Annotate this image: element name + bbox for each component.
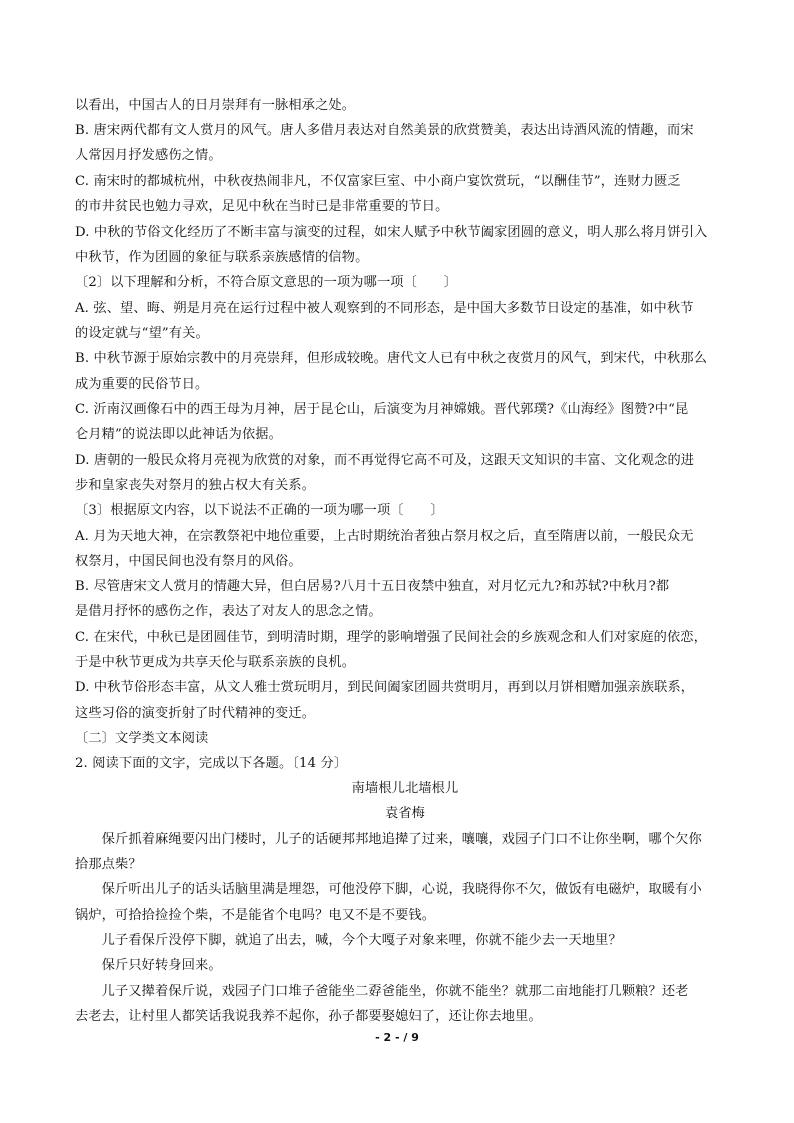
- option-b: B. 尽管唐宋文人赏月的情趣大异，但白居易?八月十五日夜禁中独直，对月忆元九?和苏轼?中秋月?都: [75, 579, 670, 594]
- text-line: 中秋节，作为团圆的象征与联系亲族感情的信物。: [75, 250, 369, 265]
- text-line: 步和皇家丧失对祭月的独占权大有关系。: [75, 478, 316, 493]
- section-heading: 〔二〕文学类文本阅读: [75, 731, 209, 746]
- option-b: B. 中秋节源于原始宗教中的月亮崇拜，但形成较晚。唐代文人已有中秋之夜赏月的风气，到宋代，中秋那么: [75, 351, 708, 366]
- story-paragraph: 保斤只好转身回来。: [75, 958, 222, 973]
- question-3-stem: 〔3〕根据原文内容，以下说法不正确的一项为哪一项〔 〕: [75, 503, 444, 518]
- text-line: 成为重要的民俗节日。: [75, 377, 209, 392]
- option-a: A. 月为天地大神，在宗教祭祀中地位重要，上古时期统治者独占祭月权之后，直至隋唐以前，一般民众无: [75, 529, 694, 544]
- story-paragraph: 保斤抓着麻绳要闪出门楼时，儿子的话硬邦邦地追撵了过来，嚷嚷，戏园子门口不让你坐啊，哪个欠你: [75, 832, 702, 847]
- text-line: 这些习俗的演变折射了时代精神的变迁。: [75, 706, 316, 721]
- story-title: 南墙根儿北墙根儿: [351, 781, 459, 796]
- story-paragraph: 保斤听出儿子的话头话脑里满是埋怨，可他没停下脚，心说，我晓得你不欠，做饭有电磁炉，取暖有小: [75, 882, 702, 897]
- option-d: D. 唐朝的一般民众将月亮视为欣赏的对象，而不再觉得它高不可及，这跟天文知识的丰富、文化观念的进: [75, 453, 695, 468]
- story-author: 袁省梅: [384, 806, 425, 821]
- option-d: D. 中秋节俗形态丰富，从文人雅士赏玩明月，到民间阖家团圆共赏明月，再到以月饼相赠加强亲族联系，: [75, 680, 695, 695]
- option-c: C. 沂南汉画像石中的西王母为月神，居于昆仑山，后演变为月神嫦娥。晋代郭璞?《山海经》图赞?中“昆: [75, 402, 689, 417]
- text-line: 拾那点柴？: [75, 857, 142, 872]
- text-line: 是借月抒怀的感伤之作，表达了对友人的思念之情。: [75, 604, 382, 619]
- text-line: 的市井贫民也勉力寻欢，足见中秋在当时已是非常重要的节日。: [75, 199, 449, 214]
- text-line: 于是中秋节更成为共享天伦与联系亲族的良机。: [75, 655, 356, 670]
- question-heading: 2. 阅读下面的文字，完成以下各题。〔14 分〕: [75, 756, 348, 771]
- text-line: 仑月精”的说法即以此神话为依据。: [75, 427, 282, 442]
- text-line: B. 唐宋两代都有文人赏月的风气。唐人多借月表达对自然美景的欣赏赞美，表达出诗酒风流的情趣，而宋: [75, 123, 694, 138]
- page-number: - 2 - / 9: [375, 1031, 419, 1044]
- text-line: 权祭月，中国民间也没有祭月的风俗。: [75, 554, 302, 569]
- text-line: D. 中秋的节俗文化经历了不断丰富与演变的过程，如宋人赋予中秋节阖家团圆的意义，明人那么将月饼引入: [75, 225, 708, 240]
- text-line: 锅炉，可拾拾捡捡个柴，不是能省个电吗？电又不是不要钱。: [75, 908, 436, 923]
- question-2-stem: 〔2〕以下理解和分析，不符合原文意思的一项为哪一项〔 〕: [75, 275, 457, 290]
- story-paragraph: 儿子看保斤没停下脚，就追了出去，喊，今个大嘎子对象来哩，你就不能少去一天地里？: [75, 933, 622, 948]
- story-paragraph: 儿子又撵着保斤说，戏园子门口堆子爸能坐二孬爸能坐，你就不能坐？就那二亩地能打几颗粮？还老: [75, 984, 689, 999]
- text-line: 的设定就与“望”有关。: [75, 326, 209, 341]
- text-line: 以看出，中国古人的日月崇拜有一脉相承之处。: [75, 98, 356, 113]
- option-c: C. 在宋代，中秋已是团圆佳节，到明清时期，理学的影响增强了民间社会的乡族观念和人们对家庭的依恋，: [75, 630, 707, 645]
- text-line: C. 南宋时的都城杭州，中秋夜热闹非凡，不仅富家巨室、中小商户宴饮赏玩，“以酬佳节”，连财力匮乏: [75, 174, 681, 189]
- option-a: A. 弦、望、晦、朔是月亮在运行过程中被人观察到的不同形态，是中国大多数节日设定的基准，如中秋节: [75, 301, 694, 316]
- text-line: 人常因月抒发感伤之情。: [75, 148, 222, 163]
- text-line: 去老去，让村里人都笑话我说我养不起你，孙子都要娶媳妇了，还让你去地里。: [75, 1009, 542, 1024]
